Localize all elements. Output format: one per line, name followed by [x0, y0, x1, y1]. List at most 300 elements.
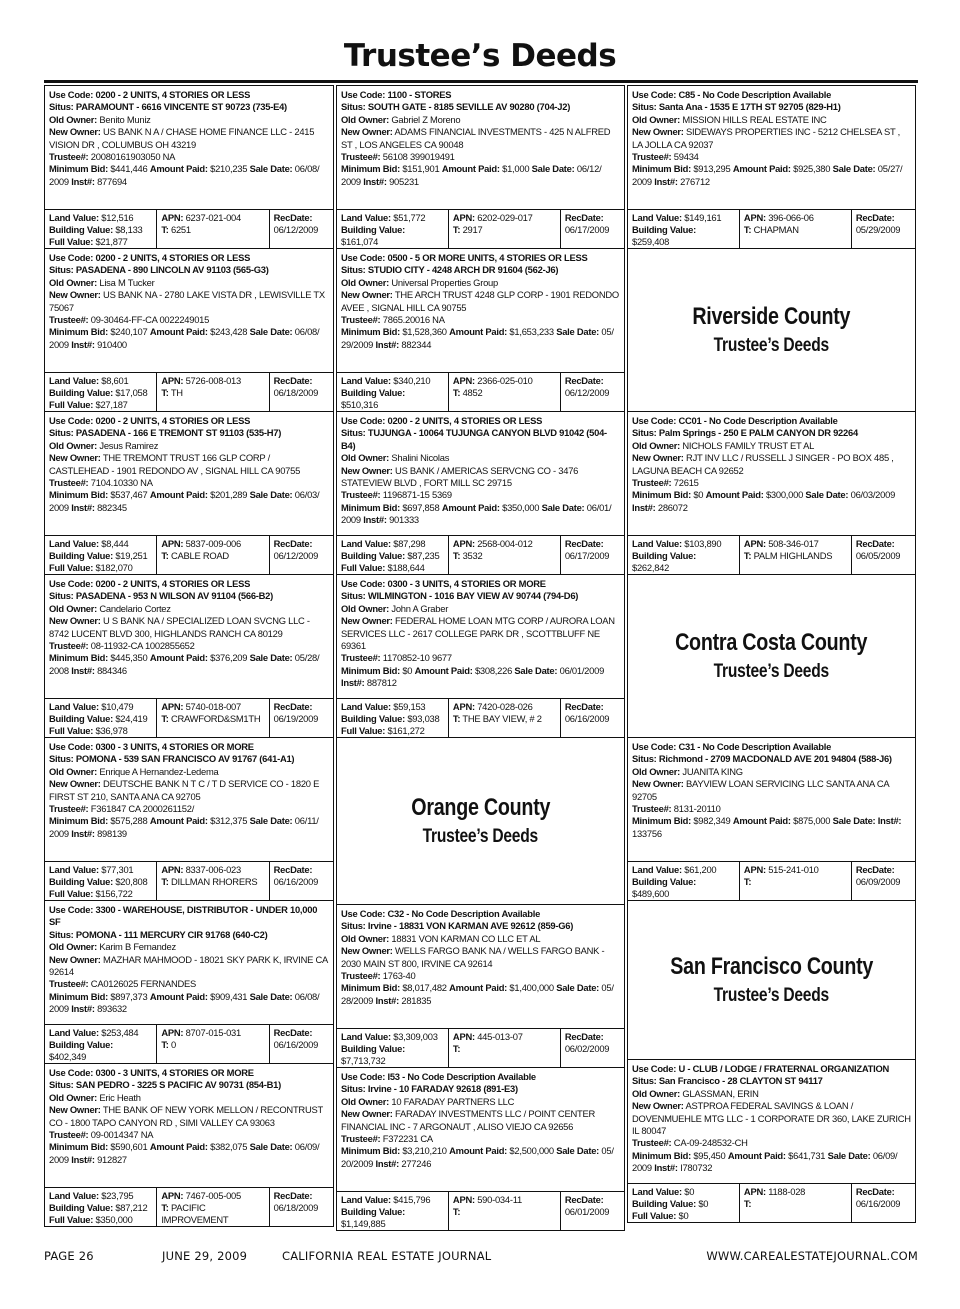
deed-values [45, 699, 333, 737]
inst-label: Inst#: [375, 338, 400, 350]
use-code-value: 0300 - 3 UNITS, 4 STORIES OR MORE [387, 578, 546, 589]
value-cell [337, 536, 449, 574]
situs-line [341, 427, 620, 452]
t-value: 6251 [170, 224, 191, 235]
value-cell [337, 210, 449, 248]
inst-value: I780732 [680, 1162, 713, 1174]
inst-label: Inst#: [71, 664, 95, 676]
bid-line [49, 1141, 329, 1166]
new-owner-line [341, 1108, 620, 1133]
building-value-label: Building Value: [49, 713, 113, 724]
t-label: T: [743, 224, 752, 235]
minimum-bid-value: $913,295 [693, 163, 731, 175]
inst-value: 276712 [680, 175, 710, 187]
old-owner-value: 18831 VON KARMAN CO LLC ET AL [391, 932, 541, 944]
apn-cell [157, 1025, 269, 1063]
recdate-label: RecDate: [273, 375, 313, 386]
new-owner-value: ASTPROA FEDERAL SAVINGS & LOAN / DOVENMUEHLE MTG LLC - 1 CORPORATE DR 360, LAKE ZURICH IL 80047 [632, 1100, 911, 1137]
old-owner-line [49, 277, 329, 289]
apn-label: APN: [161, 375, 184, 386]
use-code-value: CC01 - No Code Description Available [678, 415, 838, 426]
full-value-label: Full Value: [49, 1214, 94, 1225]
building-value-value: $161,074 [341, 236, 379, 247]
situs-label: Situs: [49, 427, 74, 439]
recdate-label: RecDate: [855, 1186, 895, 1197]
t-value: 0 [170, 1039, 176, 1050]
use-code-label: Use Code: [49, 89, 94, 100]
situs-value: WILMINGTON - 1016 BAY VIEW AV 90744 (794-D6) [367, 590, 579, 602]
footer-page-number: PAGE 26 [44, 1249, 94, 1263]
amount-paid-value: $641,731 [788, 1149, 826, 1161]
deed-record [627, 737, 916, 901]
situs-line [341, 1083, 620, 1095]
trustee-line [49, 314, 329, 326]
deed-details [45, 1064, 333, 1188]
amount-paid-value: $1,000 [502, 163, 530, 175]
county-section-header [336, 737, 625, 905]
trustee-value: 20080161903050 NA [90, 151, 176, 163]
new-owner-value: FEDERAL HOME LOAN MTG CORP / AURORA LOAN SERVICES LLC - 2617 COLLEGE PARK DR , SCOTTBLUFF NE 69361 [341, 615, 615, 652]
recdate-cell [270, 1025, 333, 1063]
use-code-line [632, 1063, 911, 1075]
new-owner-value: SIDEWAYS PROPERTIES INC - 5212 CHELSEA ST , LA JOLLA CA 92037 [632, 126, 901, 150]
minimum-bid-label: Minimum Bid: [341, 501, 400, 513]
use-code-line [632, 415, 911, 427]
old-owner-value: JUANITA KING [682, 765, 743, 777]
deed-details [628, 86, 915, 210]
sale-date-label: Sale Date: [556, 982, 600, 994]
apn-cell [449, 210, 561, 248]
apn-value: 2568-004-012 [477, 538, 533, 549]
use-code-label: Use Code: [341, 89, 386, 100]
recdate-cell [561, 536, 624, 574]
new-owner-value: FARADAY INVESTMENTS LLC / POINT CENTER FINANCIAL INC - 7 ARGONAUT , ALISO VIEJO CA 92656 [341, 1108, 595, 1132]
t-label: T: [743, 550, 752, 561]
sale-date-value: 05/ 28/2009 [341, 982, 614, 1006]
title-rule [44, 80, 918, 83]
sale-date-value: 06/08/ 2009 [49, 990, 320, 1015]
building-value-value: $87,212 [115, 1202, 148, 1213]
situs-value: San Francisco - 28 CLAYTON ST 94117 [658, 1075, 823, 1087]
situs-line [341, 920, 620, 932]
t-value: PALM HIGHLANDS [753, 550, 833, 561]
use-code-line [49, 252, 329, 264]
deed-values [45, 862, 333, 900]
use-code-value: U - CLUB / LODGE / FRATERNAL ORGANIZATION [678, 1063, 890, 1074]
building-value-label: Building Value: [632, 876, 696, 887]
building-value-value: $24,419 [115, 713, 148, 724]
trustee-label: Trustee#: [49, 1129, 89, 1141]
minimum-bid-label: Minimum Bid: [49, 652, 108, 664]
apn-label: APN: [743, 212, 766, 223]
situs-label: Situs: [49, 928, 74, 940]
situs-line [49, 427, 329, 439]
situs-label: Situs: [49, 101, 74, 113]
apn-label: APN: [452, 538, 475, 549]
column-1 [44, 85, 334, 1227]
recdate-label: RecDate: [273, 701, 313, 712]
t-label: T: [161, 387, 169, 398]
situs-line [632, 427, 911, 439]
old-owner-label: Old Owner: [49, 439, 98, 451]
new-owner-line [632, 778, 911, 803]
trustee-line [49, 477, 329, 489]
sale-date-value: 06/01/ 2009 [341, 501, 612, 526]
land-value-value: $0 [684, 1186, 695, 1197]
building-value-value: $1,149,885 [341, 1218, 386, 1229]
building-value-value: $510,316 [341, 399, 379, 410]
trustee-line [49, 978, 329, 990]
situs-line [341, 101, 620, 113]
minimum-bid-label: Minimum Bid: [341, 664, 400, 676]
deed-values [628, 1184, 915, 1222]
new-owner-label: New Owner: [341, 126, 393, 138]
amount-paid-value: $376,209 [210, 652, 248, 664]
old-owner-label: Old Owner: [341, 452, 390, 464]
new-owner-value: US BANK / AMERICAS SERVCNG CO - 3476 STATEVIEW BLVD , FORT MILL SC 29715 [341, 464, 579, 489]
bid-line [341, 502, 620, 527]
full-value-label: Full Value: [341, 562, 386, 573]
minimum-bid-value: $575,288 [110, 815, 148, 827]
inst-value: 893632 [97, 1003, 127, 1015]
value-cell [337, 1192, 449, 1230]
t-label: T: [452, 387, 461, 398]
recdate-cell [270, 536, 333, 574]
recdate-label: RecDate: [564, 1194, 604, 1205]
new-owner-value: U S BANK NA / SPECIALIZED LOAN SVCNG LLC - 8742 LUCENT BLVD 300, HIGHLANDS RANCH CA 80129 [49, 615, 310, 639]
amount-paid-value: $350,000 [502, 501, 540, 513]
deed-details [337, 905, 624, 1029]
deed-record [44, 85, 334, 249]
situs-value: POMONA - 539 SAN FRANCISCO AV 91767 (641-A1) [75, 753, 295, 765]
deed-values [45, 536, 333, 574]
bid-line [341, 982, 620, 1007]
deed-details [628, 738, 915, 862]
apn-label: APN: [452, 212, 475, 223]
building-value-value: $262,842 [632, 562, 670, 573]
apn-label: APN: [452, 1031, 475, 1042]
sale-date-value: 06/12/ 2009 [341, 163, 602, 187]
inst-value: 905231 [389, 175, 419, 187]
use-code-value: 0200 - 2 UNITS, 4 STORIES OR LESS [387, 415, 543, 426]
land-value-value: $59,153 [393, 701, 426, 712]
value-cell [337, 373, 449, 411]
use-code-value: 0300 - 3 UNITS, 4 STORIES OR MORE [95, 741, 254, 752]
land-value-label: Land Value: [341, 212, 391, 223]
deed-details [45, 738, 333, 862]
new-owner-value: US BANK N A / CHASE HOME FINANCE LLC - 2415 VISION DR , COLUMBUS OH 43219 [49, 126, 315, 150]
apn-cell [449, 1029, 561, 1067]
bid-line [632, 1150, 911, 1175]
old-owner-line [632, 114, 911, 126]
land-value-label: Land Value: [49, 375, 99, 386]
building-value-value: $8,133 [115, 224, 143, 235]
bid-line [341, 1145, 620, 1170]
land-value-label: Land Value: [49, 864, 99, 875]
sale-date-label: Sale Date: [249, 815, 293, 827]
recdate-value: 06/17/2009 [564, 224, 610, 235]
amount-paid-label: Amount Paid: [441, 163, 500, 175]
use-code-label: Use Code: [632, 741, 677, 752]
footer-date: JUNE 29, 2009 [162, 1249, 248, 1263]
new-owner-line [632, 452, 911, 477]
use-code-line [49, 904, 329, 929]
minimum-bid-label: Minimum Bid: [49, 326, 108, 338]
situs-label: Situs: [49, 264, 74, 276]
value-cell [628, 210, 740, 248]
building-value-label: Building Value: [341, 387, 405, 398]
deed-record [44, 248, 334, 412]
trustee-line [341, 151, 620, 163]
land-value-value: $77,301 [101, 864, 134, 875]
new-owner-label: New Owner: [49, 615, 101, 627]
use-code-line [632, 741, 911, 753]
value-cell [45, 536, 157, 574]
minimum-bid-label: Minimum Bid: [49, 815, 108, 827]
building-value-value: $259,408 [632, 236, 670, 247]
county-name: Contra Costa County [675, 629, 868, 656]
county-section-header [627, 248, 916, 412]
deed-details [628, 1060, 915, 1184]
new-owner-line [49, 954, 329, 979]
sale-date-value: 05/28/ 2008 [49, 652, 320, 676]
old-owner-label: Old Owner: [341, 932, 390, 944]
amount-paid-value: $243,428 [210, 326, 248, 338]
old-owner-value: Candelario Cortez [99, 602, 171, 614]
use-code-label: Use Code: [341, 578, 386, 589]
building-value-value: $93,038 [407, 713, 440, 724]
apn-label: APN: [161, 1027, 184, 1038]
apn-value: 6237-021-004 [185, 212, 241, 223]
new-owner-line [49, 126, 329, 151]
old-owner-value: 10 FARADAY PARTNERS LLC [391, 1095, 515, 1107]
deed-record [627, 411, 916, 575]
full-value-label: Full Value: [49, 562, 94, 573]
deed-values [337, 1029, 624, 1067]
new-owner-line [341, 615, 620, 652]
value-cell [337, 1029, 449, 1067]
new-owner-label: New Owner: [632, 778, 684, 790]
full-value-value: $27,187 [95, 399, 128, 410]
recdate-label: RecDate: [564, 375, 604, 386]
trustee-value: 1763-40 [382, 970, 416, 982]
building-value-label: Building Value: [341, 550, 405, 561]
inst-label: Inst#: [654, 1162, 678, 1174]
new-owner-value: BAYVIEW LOAN SERVICING LLC SANTA ANA CA 92705 [632, 778, 889, 802]
t-label: T: [452, 224, 461, 235]
recdate-value: 06/02/2009 [564, 1043, 610, 1054]
use-code-value: 3300 - WAREHOUSE, DISTRIBUTOR - UNDER 10,000 SF [49, 904, 318, 928]
minimum-bid-label: Minimum Bid: [341, 326, 400, 338]
new-owner-value: THE BANK OF NEW YORK MELLON / RECONTRUST CO - 1800 TAPO CANYON RD , SIMI VALLEY CA 93063 [49, 1104, 323, 1128]
old-owner-line [341, 277, 620, 289]
value-cell [337, 699, 449, 737]
full-value-value: $0 [678, 1210, 689, 1221]
recdate-value: 06/05/2009 [855, 550, 901, 561]
situs-value: POMONA - 111 MERCURY CIR 91768 (640-C2) [75, 928, 268, 940]
deed-record [336, 574, 625, 738]
inst-label: Inst#: [71, 827, 95, 839]
full-value-label: Full Value: [49, 399, 94, 410]
new-owner-label: New Owner: [632, 452, 684, 464]
use-code-value: 0200 - 2 UNITS, 4 STORIES OR LESS [95, 578, 251, 589]
situs-line [632, 101, 911, 113]
old-owner-label: Old Owner: [632, 765, 681, 777]
land-value-label: Land Value: [632, 864, 682, 875]
apn-value: 2366-025-010 [477, 375, 533, 386]
bid-line [341, 326, 620, 351]
sale-date-value: 06/08/ 2009 [49, 326, 320, 350]
building-value-label: Building Value: [341, 224, 405, 235]
new-owner-value: US BANK NA - 2780 LAKE VISTA DR , LEWISVILLE TX 75067 [49, 289, 325, 313]
deed-details [628, 412, 915, 536]
deed-details [45, 575, 333, 699]
building-value-value: $20,808 [115, 876, 148, 887]
trustee-label: Trustee#: [341, 489, 381, 501]
apn-label: APN: [452, 375, 475, 386]
amount-paid-label: Amount Paid: [705, 489, 764, 501]
full-value-label: Full Value: [341, 725, 386, 736]
t-value: 3532 [462, 550, 483, 561]
building-value-label: Building Value: [49, 1039, 113, 1050]
trustee-label: Trustee#: [632, 1137, 672, 1149]
t-label: T: [743, 1198, 752, 1209]
inst-value: 898139 [97, 827, 127, 839]
minimum-bid-value: $445,350 [110, 652, 148, 664]
deed-record [44, 574, 334, 738]
deed-record [336, 411, 625, 575]
situs-label: Situs: [632, 101, 657, 113]
full-value-value: $182,070 [95, 562, 133, 573]
use-code-label: Use Code: [341, 908, 386, 919]
trustee-label: Trustee#: [632, 477, 672, 489]
t-value: DILLMAN RHORERS [170, 876, 258, 887]
old-owner-line [341, 452, 620, 464]
recdate-value: 06/17/2009 [564, 550, 610, 561]
situs-line [49, 264, 329, 276]
amount-paid-value: $909,431 [210, 990, 248, 1002]
minimum-bid-value: $0 [402, 664, 413, 676]
apn-cell [449, 373, 561, 411]
minimum-bid-value: $240,107 [110, 326, 148, 338]
amount-paid-value: $1,400,000 [509, 982, 554, 994]
recdate-value: 06/16/2009 [273, 876, 319, 887]
minimum-bid-value: $3,210,210 [402, 1145, 447, 1157]
old-owner-label: Old Owner: [341, 113, 390, 125]
deed-record [44, 1063, 334, 1227]
old-owner-value: Enrique A Hernandez-Ledema [99, 765, 219, 777]
land-value-value: $415,796 [393, 1194, 431, 1205]
situs-label: Situs: [341, 590, 366, 602]
use-code-value: C31 - No Code Description Available [678, 741, 832, 752]
old-owner-line [341, 1096, 620, 1108]
situs-line [49, 753, 329, 765]
footer-website[interactable]: WWW.CAREALESTATEJOURNAL.COM [706, 1249, 918, 1263]
new-owner-line [632, 1100, 911, 1137]
trustee-value: 72615 [673, 477, 699, 489]
old-owner-value: Karim B Fernandez [99, 941, 176, 953]
recdate-value: 06/18/2009 [273, 1202, 319, 1213]
trustee-label: Trustee#: [49, 978, 89, 990]
trustee-line [341, 652, 620, 664]
t-label: T: [452, 550, 461, 561]
value-cell [628, 1184, 740, 1222]
use-code-value: 1100 - STORES [387, 89, 452, 100]
situs-value: PARAMOUNT - 6616 VINCENTE ST 90723 (735-E4) [75, 101, 287, 113]
land-value-label: Land Value: [632, 538, 682, 549]
full-value-value: $156,722 [95, 888, 133, 899]
t-label: T: [161, 1202, 169, 1213]
situs-label: Situs: [49, 590, 74, 602]
apn-value: 7467-005-005 [185, 1190, 241, 1201]
apn-cell [449, 1192, 561, 1230]
inst-label: Inst#: [341, 677, 365, 689]
bid-line [49, 326, 329, 351]
t-value: CRAWFORD&SM1TH [170, 713, 261, 724]
apn-label: APN: [161, 212, 184, 223]
amount-paid-label: Amount Paid: [414, 664, 473, 676]
building-value-label: Building Value: [632, 1198, 696, 1209]
use-code-value: C32 - No Code Description Available [387, 908, 541, 919]
recdate-cell [561, 1029, 624, 1067]
old-owner-label: Old Owner: [632, 1087, 681, 1099]
t-value: CABLE ROAD [170, 550, 229, 561]
land-value-value: $103,890 [684, 538, 722, 549]
amount-paid-value: $210,235 [210, 163, 248, 175]
apn-value: 508-346-017 [768, 538, 819, 549]
minimum-bid-value: $697,858 [402, 501, 440, 513]
t-value: 4852 [462, 387, 483, 398]
trustee-label: Trustee#: [49, 314, 89, 326]
sale-date-value: 06/11/ 2009 [49, 815, 319, 839]
situs-value: Richmond - 2709 MACDONALD AVE 201 94804 (588-J6) [658, 753, 892, 765]
recdate-cell [270, 373, 333, 411]
full-value-label: Full Value: [49, 725, 94, 736]
deed-record [336, 904, 625, 1068]
deed-values [628, 536, 915, 574]
inst-label: Inst#: [375, 994, 400, 1006]
new-owner-label: New Owner: [49, 452, 101, 464]
inst-label: Inst#: [71, 338, 95, 350]
inst-value: 882344 [401, 338, 432, 350]
trustee-value: 1196871-15 5369 [382, 489, 452, 501]
new-owner-label: New Owner: [49, 289, 101, 301]
county-subtitle: Trustee’s Deeds [713, 661, 830, 682]
county-name: San Francisco County [670, 953, 873, 980]
trustee-label: Trustee#: [341, 1133, 381, 1145]
amount-paid-label: Amount Paid: [732, 815, 791, 827]
recdate-value: 06/19/2009 [273, 713, 319, 724]
new-owner-value: THE ARCH TRUST 4248 GLP CORP - 1901 REDONDO AVEE , SIGNAL HILL CA 90755 [341, 289, 619, 313]
situs-line [341, 264, 620, 276]
situs-label: Situs: [632, 753, 657, 765]
old-owner-line [341, 933, 620, 945]
trustee-label: Trustee#: [341, 151, 381, 163]
bid-line [341, 665, 620, 690]
inst-value: 277246 [401, 1157, 432, 1169]
recdate-cell [561, 210, 624, 248]
sale-date-value: 05/ 29/2009 [341, 326, 614, 350]
situs-label: Situs: [632, 427, 657, 439]
recdate-label: RecDate: [855, 538, 895, 549]
minimum-bid-label: Minimum Bid: [341, 982, 400, 994]
trustee-value: F361847 CA 2000261152/ [90, 803, 195, 815]
use-code-line [49, 1067, 329, 1079]
old-owner-line [49, 440, 329, 452]
sale-date-label: Sale Date: [249, 652, 293, 664]
sale-date-label: Sale Date: [541, 501, 585, 513]
trustee-value: 09-30464-FF-CA 0022249015 [90, 314, 210, 326]
